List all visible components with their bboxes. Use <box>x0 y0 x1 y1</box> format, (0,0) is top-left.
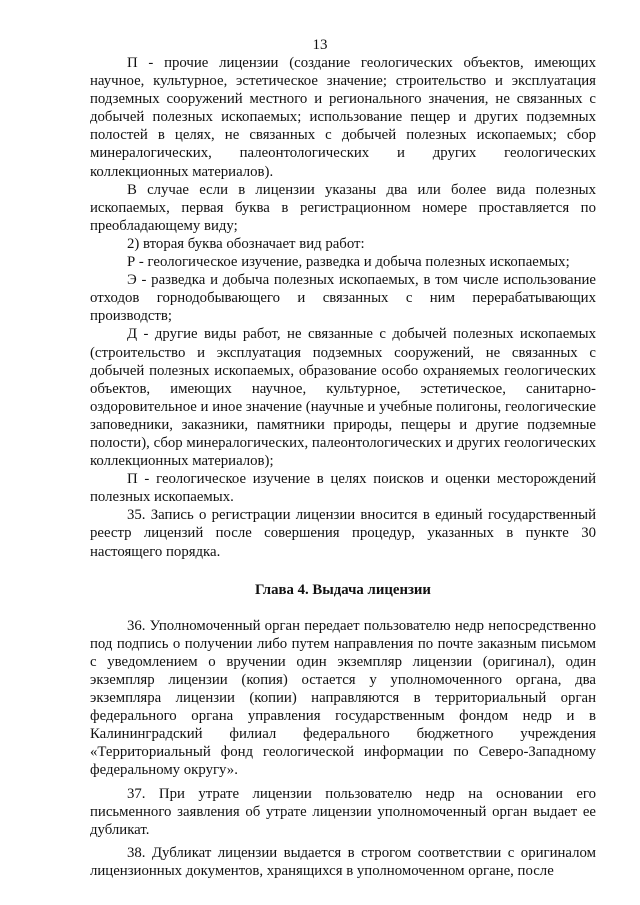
chapter-heading: Глава 4. Выдача лицензии <box>255 581 431 598</box>
page-number: 13 <box>312 37 328 53</box>
paragraph: 2) вторая буква обозначает вид работ: <box>127 235 365 252</box>
paragraph: Э - разведка и добыча полезных ископаемых, в том числе использование отходов горнодобывающего и связанных с ним перерабатывающих производств; <box>90 272 596 325</box>
document-body <box>90 54 596 880</box>
paragraph: П - геологическое изучение в целях поисков и оценки месторождений полезных ископаемых. <box>90 471 596 506</box>
paragraph: 35. Запись о регистрации лицензии вносится в единый государственный реестр лицензий после совершения процедур, указанных в пункте 30 настоящего порядка. <box>90 507 596 560</box>
paragraph: Д - другие виды работ, не связанные с добычей полезных ископаемых (строительство и эксплуатация подземных сооружений, не связанных с добычей полезных ископаемых, образование особо охраняемых геологических объектов, имеющих научное, культурное, эстетическое, санитарно-оздоровительное и иное значение (научные и учебные полигоны, геологические заповедники, заказники, памятники природы, пещеры и другие подземные полости), сбор минералогических, палеонтологических и других геологических коллекционных материалов); <box>90 326 596 470</box>
paragraph: 38. Дубликат лицензии выдается в строгом соответствии с оригиналом лицензионных документов, хранящихся в уполномоченном органе, после <box>90 844 596 879</box>
paragraph: В случае если в лицензии указаны два или более вида полезных ископаемых, первая буква в регистрационном номере проставляется по преобладающему виду; <box>90 181 596 234</box>
paragraph: 37. При утрате лицензии пользователю недр на основании его письменного заявления об утрате лицензии уполномоченный орган выдает ее дубликат. <box>90 785 596 838</box>
paragraph: 36. Уполномоченный орган передает пользователю недр непосредственно под подпись о получении либо путем направления по почте заказным письмом с уведомлением о вручении один экземпляр лицензии (оригинал), один экземпляр лицензии (копия) остается у уполномоченного органа, два экземпляра лицензии (копии) направляются в территориальный орган федерального органа управления государственным фондом недр и в Калининградский филиал федерального бюджетного учреждения «Территориальный фонд геологической информации по Северо-Западному федеральному округу». <box>90 617 596 779</box>
paragraph: Р - геологическое изучение, разведка и добыча полезных ископаемых; <box>127 254 570 271</box>
paragraph: П - прочие лицензии (создание геологических объектов, имеющих научное, культурное, эстетическое значение; строительство и эксплуатация подземных сооружений местного и регионального значения, не связанных с добычей полезных ископаемых; использование пещер и других подземных полостей в целях, не связанных с добычей полезных ископаемых; сбор минералогических, палеонтологических и других геологических коллекционных материалов). <box>90 55 596 180</box>
